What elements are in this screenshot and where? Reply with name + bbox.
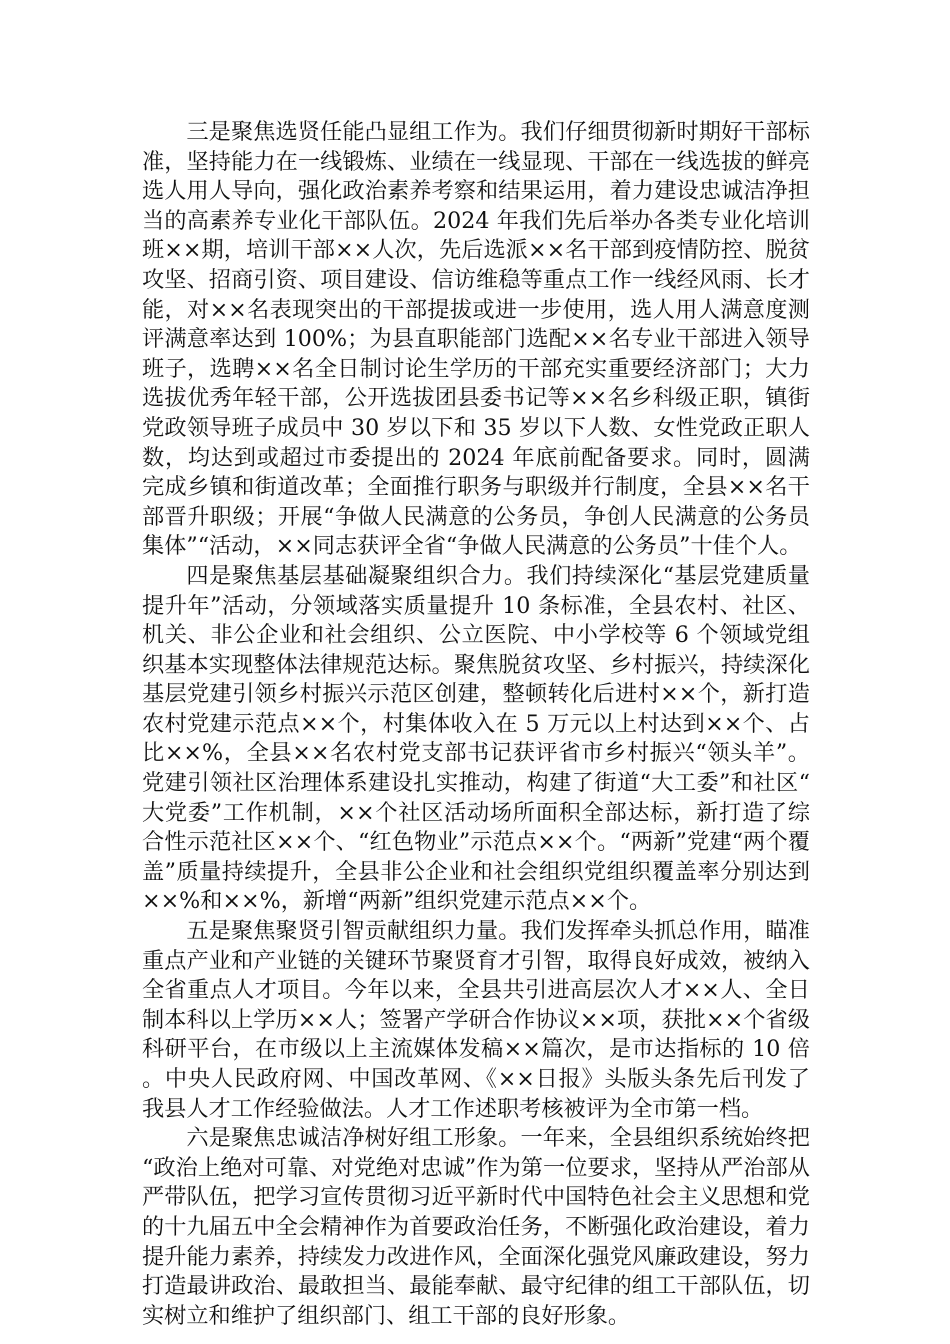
paragraph-loyalty-integrity: 六是聚焦忠诚洁净树好组工形象。一年来，全县组织系统始终把“政治上绝对可靠、对党绝对忠诚”作为第一位要求，坚持从严治部从严带队伍，把学习宣传贯彻习近平新时代中国特色社会主义思想和党的十九届五中全会精神作为首要政治任务，不断强化政治建设，着力提升能力素养，持续发力改进作风，全面深化强党风廉政建设，努力打造最讲政治、最敢担当、最能奉献、最守纪律的组工干部队伍，切实树立和维护了组织部门、组工干部的良好形象。	[142, 1125, 810, 1329]
paragraph-talent-introduction: 五是聚焦聚贤引智贡献组织力量。我们发挥牵头抓总作用，瞄准重点产业和产业链的关键环节聚贤育才引智，取得良好成效，被纳入全省重点人才项目。今年以来，全县共引进高层次人才××人、全日制本科以上学历××人；签署产学研合作协议××项，获批××个省级科研平台，在市级以上主流媒体发稿××篇次，是市达指标的 10 倍。中央人民政府网、中国改革网、《××日报》头版头条先后刊发了我县人才工作经验做法。人才工作述职考核被评为全市第一档。	[142, 918, 810, 1122]
paragraph-selection-of-cadres: 三是聚焦选贤任能凸显组工作为。我们仔细贯彻新时期好干部标准，坚持能力在一线锻炼、业绩在一线显现、干部在一线选拔的鲜亮选人用人导向，强化政治素养考察和结果运用，着力建设忠诚洁净担当的高素养专业化干部队伍。2024 年我们先后举办各类专业化培训班××期，培训干部××人次，先后选派××名干部到疫情防控、脱贫攻坚、招商引资、项目建设、信访维稳等重点工作一线经风雨、长才能，对××名表现突出的干部提拔或进一步使用，选人用人满意度测评满意率达到 100%；为县直职能部门选配××名专业干部进入领导班子，选聘××名全日制讨论生学历的干部充实重要经济部门；大力选拔优秀年轻干部，公开选拔团县委书记等××名乡科级正职，镇街党政领导班子成员中 30 岁以下和 35 岁以下人数、女性党政正职人数，均达到或超过市委提出的 2024 年底前配备要求。同时，圆满完成乡镇和街道改革；全面推行职务与职级并行制度，全县××名干部晋升职级；开展“争做人民满意的公务员，争创人民满意的公务员集体”“活动，××同志获评全省“争做人民满意的公务员”十佳个人。	[142, 119, 810, 560]
document-page	[142, 118, 810, 1331]
paragraph-grassroots-organization: 四是聚焦基层基础凝聚组织合力。我们持续深化“基层党建质量提升年”活动，分领域落实质量提升 10 条标准，全县农村、社区、机关、非公企业和社会组织、公立医院、中小学校等 6 个领域党组织基本实现整体法律规范达标。聚焦脱贫攻坚、乡村振兴，持续深化基层党建引领乡村振兴示范区创建，整顿转化后进村××个，新打造农村党建示范点××个，村集体收入在 5 万元以上村达到××个、占比××%，全县××名农村党支部书记获评省市乡村振兴“领头羊”。党建引领社区治理体系建设扎实推动，构建了街道“大工委”和社区“大党委”工作机制，××个社区活动场所面积全部达标，新打造了综合性示范社区××个、“红色物业”示范点××个。“两新”党建“两个覆盖”质量持续提升，全县非公企业和社会组织党组织覆盖率分别达到××%和××%，新增“两新”组织党建示范点××个。	[142, 562, 810, 915]
